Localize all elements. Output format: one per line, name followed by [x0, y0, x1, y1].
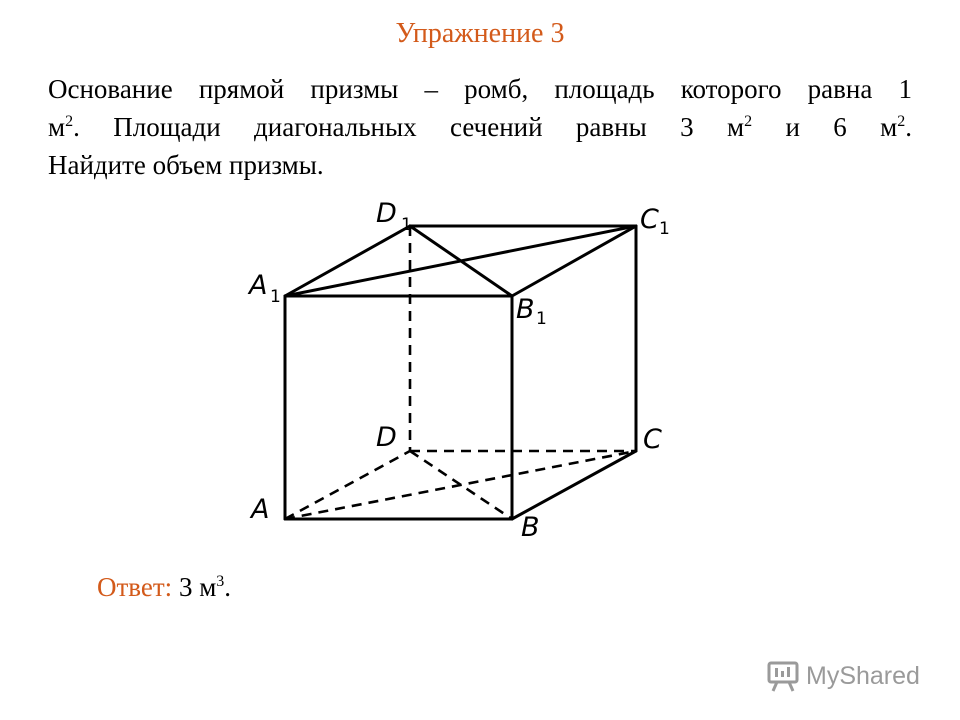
svg-text:1: 1 — [659, 219, 670, 239]
watermark-text: MyShared — [806, 661, 920, 690]
svg-text:1: 1 — [536, 309, 547, 329]
svg-text:B: B — [521, 512, 540, 543]
svg-text:1: 1 — [270, 287, 281, 307]
vertex-label-D — [376, 422, 397, 453]
answer: Ответ: 3 $м^3$. — [97, 572, 232, 602]
svg-text:A: A — [249, 270, 268, 301]
svg-text:D: D — [376, 198, 397, 229]
svg-text:B: B — [516, 294, 535, 325]
svg-text:D: D — [376, 422, 397, 453]
answer-exponent: 3 — [216, 573, 225, 590]
edge-A1D1 — [285, 226, 410, 296]
problem-line-3: Найдите объем призмы. — [48, 150, 324, 180]
svg-text:C: C — [643, 424, 662, 455]
mysharedwatermark[interactable] — [766, 656, 920, 696]
slide-title: Упражнение 3 — [395, 18, 565, 49]
diagonal-D1B1 — [410, 226, 512, 296]
vertex-label-D1 — [376, 198, 412, 235]
vertex-label-B — [521, 512, 540, 543]
svg-text:C: C — [640, 204, 659, 235]
vertex-label-A — [249, 494, 269, 525]
edge-BC — [512, 451, 636, 519]
vertex-label-B1 — [516, 294, 547, 329]
svg-text:A: A — [251, 494, 270, 525]
hidden-edge-AD — [285, 451, 410, 519]
answer-label: Ответ: — [97, 572, 173, 602]
answer-value: 3 м — [172, 572, 217, 602]
vertex-label-C1 — [640, 204, 670, 239]
presentation-board-icon — [766, 659, 800, 693]
vertex-label-C — [643, 424, 662, 455]
edge-C1B1 — [512, 226, 636, 296]
problem-line-2: $м^2$. Площади диагональных сечений равны 3 $м^2$ и 6 $м^2$. — [48, 112, 912, 142]
vertex-label-A1 — [247, 270, 281, 307]
problem-line-1: Основание прямой призмы – ромб, площадь которого равна 1 — [48, 74, 912, 104]
svg-text:1: 1 — [401, 215, 412, 235]
